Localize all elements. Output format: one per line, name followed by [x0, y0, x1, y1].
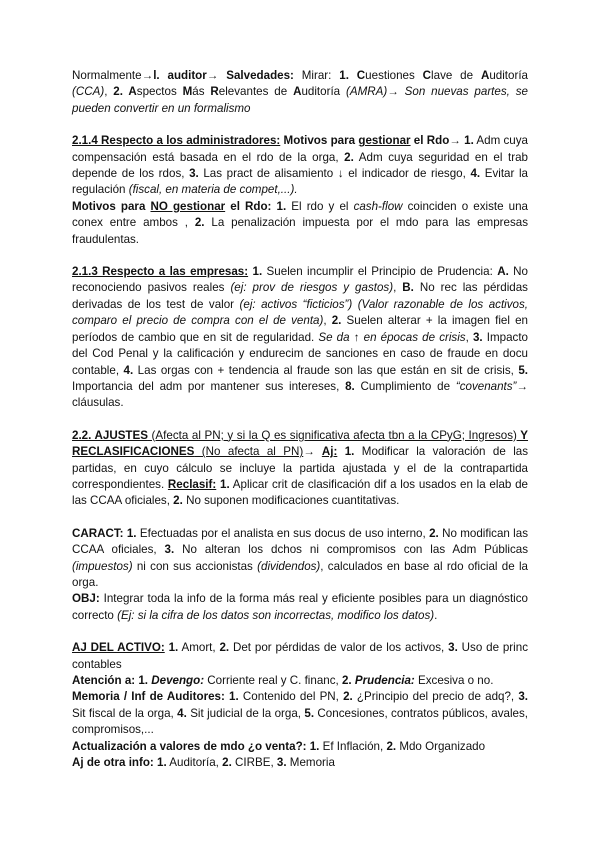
- paragraph-administrators: 2.1.4 Respecto a los administradores: Motivos para gestionar el Rdo→ 1. Adm cuya compensación está basada en el rdo de la orga, 2. Adm cuya seguridad en el trab depende de los rdos, 3. Las pract de alisamiento ↓ el indicador de riesgo, 4. Evitar la regulación (fiscal, en materia de compet,...).: [72, 134, 529, 197]
- section-heading-aj-activo: AJ DEL ACTIVO:: [72, 641, 165, 655]
- paragraph-market-values: Actualización a valores de mdo ¿o venta?: 1. Ef Inflación, 2. Mdo Organizado: [72, 739, 486, 753]
- paragraph-other-info: Aj de otra info: 1. Auditoría, 2. CIRBE, 3. Memoria: [72, 756, 335, 770]
- paragraph-auditor-report: Normalmente→l. auditor→ Salvedades: Mirar: 1. Cuestiones Clave de Auditoría (CCA), 2. Aspectos Más Relevantes de Auditoría (AMRA)→ Son nuevas partes, se pueden convertir en un formalismo: [72, 69, 528, 115]
- paragraph-characteristics: CARACT: 1. Efectuadas por el analista en sus docus de uso interno, 2. No modifican las CCAA oficiales, 3. No alteran los dchos ni compromisos con las Adm Públicas (impuestos) ni con sus accionistas (dividendos), calculados en base al rdo oficial de la orga.: [72, 526, 529, 589]
- section-heading-22: 2.2. AJUSTES: [72, 428, 148, 442]
- paragraph-companies: 2.1.3 Respecto a las empresas: 1. Suelen incumplir el Principio de Prudencia: A. No reconociendo pasivos reales (ej: prov de riesgos y gastos), B. No rec las pérdidas derivadas de los test de valor (ej: activos “ficticios”) (Valor razonable de los activos, comparo el precio de compra con el de venta), 2. Suelen alterar + la imagen fiel en períodos de cambio que en sit de regularidad. Se da ↑ en épocas de crisis, 3. Impacto del Cod Penal y la calificación y endurecim de sanciones en caso de fraude en docu contable, 4. Las orgas con + tendencia al fraude son las que están en sit de crisis, 5. Importancia del adm por mantener sus intereses, 8. Cumplimiento de “covenants”→ cláusulas.: [72, 265, 529, 410]
- paragraph-no-management-motives: Motivos para NO gestionar el Rdo: 1. El rdo y el cash-flow coinciden o existe una conex entre ambos , 2. La penalización impuesta por el mdo para las empresas fraudulentas.: [72, 199, 528, 246]
- document-page: [72, 68, 528, 771]
- paragraph-asset-adjustments: AJ DEL ACTIVO: 1. Amort, 2. Det por pérdidas de valor de los activos, 3. Uso de princ contables: [72, 641, 528, 671]
- paragraph-attention: Atención a: 1. Devengo: Corriente real y C. financ, 2. Prudencia: Excesiva o no.: [72, 674, 494, 687]
- paragraph-objective: OBJ: Integrar toda la info de la forma más real y eficiente posibles para un diagnóstico correcto (Ej: si la cifra de los datos son incorrectas, modifico los datos).: [72, 592, 528, 622]
- section-heading-214: 2.1.4 Respecto a los administradores:: [72, 134, 281, 148]
- section-heading-213: 2.1.3 Respecto a las empresas:: [72, 265, 249, 279]
- paragraph-adjustments: 2.2. AJUSTES (Afecta al PN; y si la Q es significativa afecta tbn a la CPyG; Ingresos) Y RECLASIFICACIONES (No afecta al PN)→ Aj: 1. Modificar la valoración de las partidas, en cuyo cálculo se incluye la partida ajustada y el de la contrapartida correspondientes. Reclasif: 1. Aplicar crit de clasificación dif a los usados en la elab de las CCAA oficiales, 2. No suponen modificaciones cuantitativas.: [72, 428, 529, 508]
- paragraph-memoria: Memoria / Inf de Auditores: 1. Contenido del PN, 2. ¿Principio del precio de adq?, 3. Sit fiscal de la orga, 4. Sit judicial de la orga, 5. Concesiones, contratos públicos, avales, compromisos,...: [72, 690, 528, 737]
